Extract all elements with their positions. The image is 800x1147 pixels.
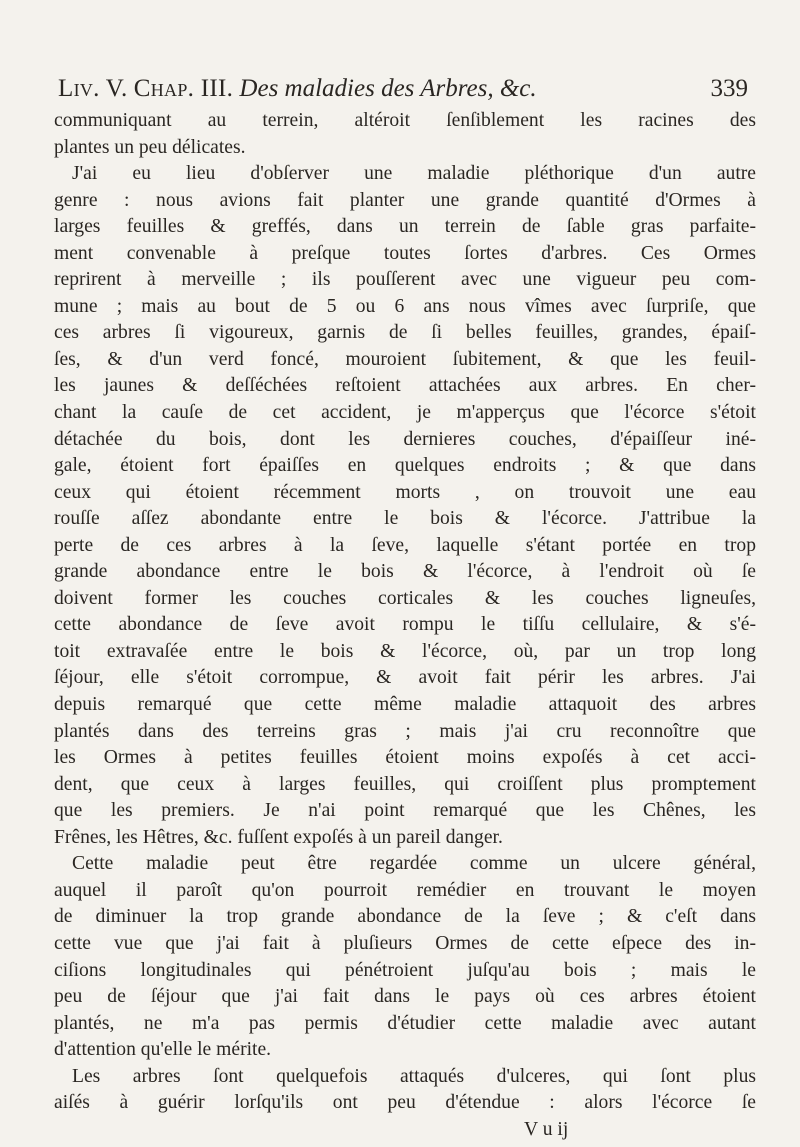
running-title: Des maladies des Arbres, &c. [239, 75, 537, 102]
text-line: reprirent à merveille ; ils pouſſerent avec une vigueur peu com- [54, 269, 756, 291]
text-line: dent, que ceux à larges feuilles, qui croiſſent plus promptement [54, 773, 756, 795]
text-line: ciſions longitudinales qui pénétroient juſqu'au bois ; mais le [54, 959, 756, 981]
text-line: ment convenable à preſque toutes ſortes d'arbres. Ces Ormes [54, 242, 756, 264]
text-line: grande abondance entre le bois & l'écorce, à l'endroit où ſe [54, 561, 756, 583]
text-line: communiquant au terrein, altéroit ſenſiblement les racines des [54, 110, 756, 131]
text-line: cette abondance de ſeve avoit rompu le tiſſu cellulaire, & s'é- [54, 614, 756, 636]
text-line: Frênes, les Hêtres, &c. fuſſent expoſés à un pareil danger. [54, 826, 503, 848]
running-header [58, 72, 748, 106]
text-line: aiſés à guérir lorſqu'ils ont peu d'étendue : alors l'écorce ſe [54, 1092, 756, 1114]
text-line: depuis remarqué que cette même maladie attaquoit des arbres [54, 694, 756, 716]
text-line: que les premiers. Je n'ai point remarqué que les Chênes, les [54, 800, 756, 822]
book-number: Liv. V. [58, 75, 128, 102]
text-line: rouſſe aſſez abondante entre le bois & l'écorce. J'attribue la [54, 508, 756, 530]
page-number: 339 [710, 75, 748, 102]
text-line: Cette maladie peut être regardée comme un ulcere général, [72, 853, 756, 875]
chapter-number: Chap. III. [133, 75, 234, 102]
text-line: plantes un peu délicates. [54, 136, 246, 158]
text-line: peu de ſéjour que j'ai fait dans le pays où ces arbres étoient [54, 986, 756, 1008]
text-line: ſes, & d'un verd foncé, mouroient ſubitement, & que les feuil- [54, 348, 756, 370]
text-line: de diminuer la trop grande abondance de la ſeve ; & c'eſt dans [54, 906, 756, 928]
text-line: J'ai eu lieu d'obſerver une maladie pléthorique d'un autre [72, 163, 756, 185]
text-line: genre : nous avions fait planter une grande quantité d'Ormes à [54, 189, 756, 211]
text-line: plantés dans des terreins gras ; mais j'ai cru reconnoître que [54, 720, 756, 742]
text-line: gale, étoient fort épaiſſes en quelques endroits ; & que dans [54, 455, 756, 477]
text-line: d'attention qu'elle le mérite. [54, 1039, 272, 1061]
text-line: toit extravaſée entre le bois & l'écorce, où, par un trop long [54, 640, 756, 662]
text-line: larges feuilles & greffés, dans un terrein de ſable gras parfaite- [54, 216, 756, 238]
text-line: doivent former les couches corticales & les couches ligneuſes, [54, 587, 756, 609]
signature-mark: V u ij [524, 1118, 569, 1140]
text-line: chant la cauſe de cet accident, je m'apperçus que l'écorce s'étoit [54, 402, 756, 424]
text-line: les Ormes à petites feuilles étoient moins expoſés à cet acci- [54, 747, 756, 769]
body-text [54, 108, 756, 1143]
text-line: ces arbres ſi vigoureux, garnis de ſi belles feuilles, grandes, épaiſ- [54, 322, 756, 344]
text-line: perte de ces arbres à la ſeve, laquelle s'étant portée en trop [54, 534, 756, 556]
text-line: ſéjour, elle s'étoit corrompue, & avoit fait périr les arbres. J'ai [54, 667, 756, 689]
text-line: plantés, ne m'a pas permis d'étudier cette maladie avec autant [54, 1012, 756, 1034]
text-line: cette vue que j'ai fait à pluſieurs Ormes de cette eſpece des in- [54, 932, 756, 954]
text-line: Les arbres ſont quelquefois attaqués d'ulceres, qui ſont plus [72, 1065, 756, 1087]
text-line: mune ; mais au bout de 5 ou 6 ans nous vîmes avec ſurpriſe, que [54, 295, 756, 317]
text-line: les jaunes & deſſéchées reſtoient attachées aux arbres. En cher- [54, 375, 756, 397]
text-line: ceux qui étoient récemment morts , on trouvoit une eau [54, 481, 756, 503]
text-line: détachée du bois, dont les dernieres couches, d'épaiſſeur iné- [54, 428, 756, 450]
text-line: auquel il paroît qu'on pourroit remédier en trouvant le moyen [54, 879, 756, 901]
